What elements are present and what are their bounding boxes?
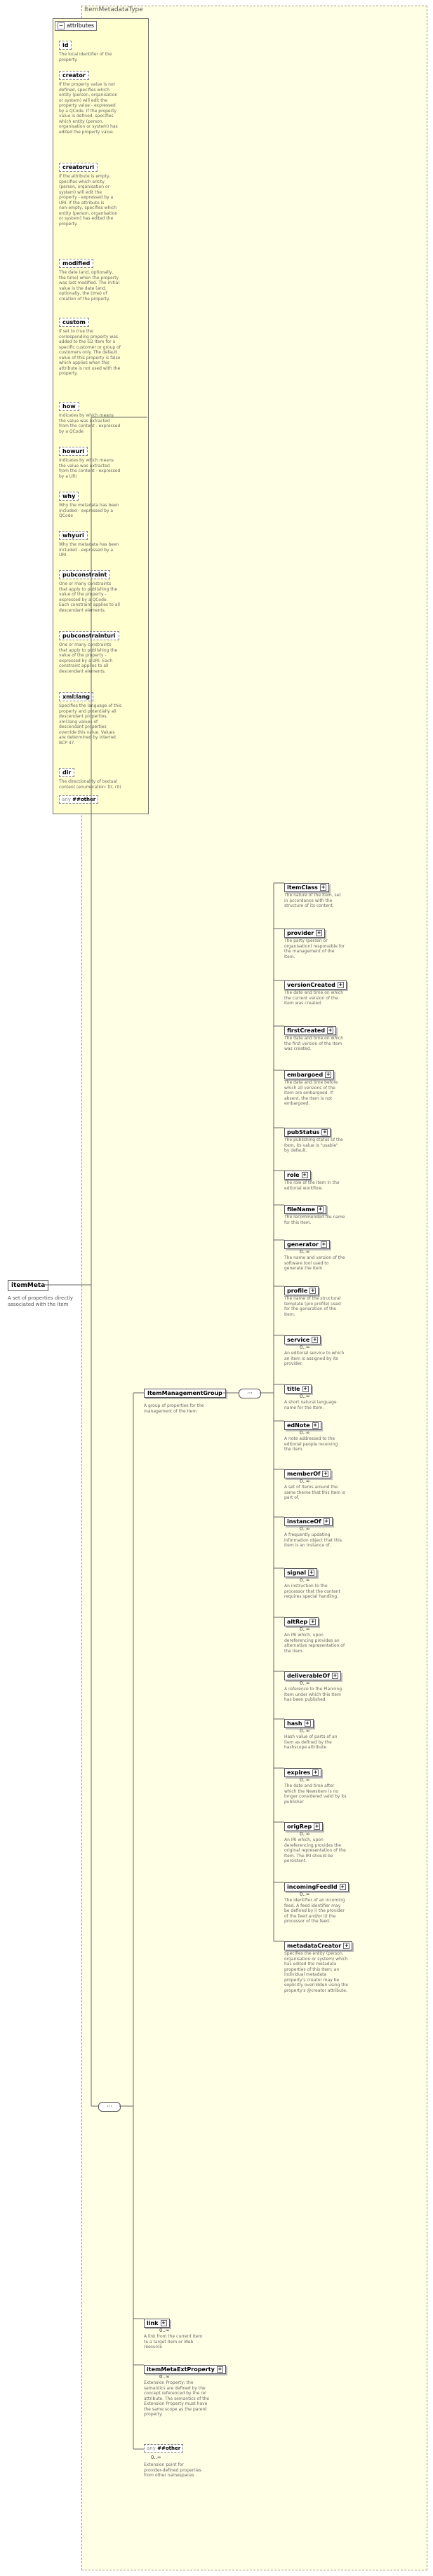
cardinality: 0..∞ — [159, 2328, 170, 2333]
element-name: origRep — [287, 1823, 312, 1830]
expand-icon[interactable]: + — [305, 1720, 309, 1726]
element-description: The name and version of the software tool used to generate the Item. — [284, 1255, 345, 1271]
element-name: provider — [287, 930, 314, 936]
any-label: ##other — [72, 797, 96, 802]
expand-icon[interactable]: + — [340, 1884, 345, 1889]
expand-icon[interactable]: + — [312, 1337, 317, 1342]
element-description: The identifier of an incoming feed. A feed identifier may be defined by i) the provider of the feed and/or ii) the processor of the feed. — [284, 1898, 345, 1924]
attribute-description: If set to true the corresponding property was added to the G2 Item for a specific customer or group of customers only. The default value of this property is false which applies when this attribute is not used with the property. — [59, 329, 121, 376]
cardinality: 0..∞ — [300, 1728, 310, 1734]
cardinality: 0..∞ — [159, 2374, 170, 2380]
attribute-description: The directionality of textual content (enumeration: ltr, rtl) — [59, 779, 121, 790]
element-name: hash — [287, 1720, 302, 1727]
expand-icon[interactable]: + — [318, 1206, 323, 1212]
element-description: A short natural language name for the Item. — [284, 1400, 337, 1410]
element-description: The role of the Item in the editorial workflow. — [284, 1180, 340, 1191]
cardinality: 0..∞ — [300, 1577, 310, 1583]
expand-icon[interactable]: + — [302, 1172, 307, 1178]
attribute-name: pubconstrainturi — [59, 631, 119, 640]
attribute-name: creator — [59, 71, 89, 80]
cardinality: 0..∞ — [300, 1626, 310, 1632]
element-description: A set of Items around the same theme that this Item is part of. — [284, 1485, 345, 1500]
element-name: role — [287, 1172, 300, 1178]
attribute-description: Why the metadata has been included - expressed by a URI — [59, 542, 119, 558]
group-name: ItemManagementGroup — [147, 1390, 222, 1396]
root-name: itemMeta — [11, 1282, 46, 1289]
element-name: instanceOf — [287, 1518, 321, 1525]
element-name: metadataCreator — [287, 1943, 342, 1949]
element-description: The date and time after which the NewsItem is no longer considered valid by its publisher — [284, 1783, 347, 1805]
element-description: Extension Property; the semantics are defined by the concept referenced by the rel attribute. The semantics of the Extension Property must have the same scope as the parent property. — [144, 2380, 210, 2417]
element-name: altRep — [287, 1619, 308, 1625]
attribute-name: modified — [59, 259, 93, 268]
element-description: Specifies the entity (person, organisation or system) which has edited the metadata properties of this Item; an individual metadata property's creator may be explicitly overridden using the property's @creator attribute. — [284, 1951, 349, 1993]
group-description: A group of properties for the management of the Item — [144, 1403, 204, 1414]
element-description: Hash value of parts of an item as defined by the hashscope attribute — [284, 1734, 338, 1750]
cardinality: 0..∞ — [300, 1249, 310, 1255]
expand-icon[interactable]: + — [344, 1943, 349, 1948]
cardinality: 0..∞ — [300, 1831, 310, 1837]
any-element-description: Extension point for provider-defined properties from other namespaces — [144, 2462, 201, 2478]
element-name: expires — [287, 1769, 311, 1776]
expand-icon[interactable]: + — [321, 884, 326, 890]
attribute-name: pubconstraint — [59, 570, 110, 579]
attribute-name: id — [59, 41, 72, 50]
cardinality: 0..∞ — [300, 1777, 310, 1783]
expand-icon[interactable]: + — [313, 1422, 318, 1428]
attribute-description: The local identifier of the property. — [59, 52, 112, 62]
element-name: pubStatus — [287, 1129, 320, 1135]
element-description: The party (person or organisation) responsible for the management of the Item. — [284, 938, 345, 959]
attribute-name: whyuri — [59, 531, 88, 540]
expand-icon[interactable]: + — [333, 1673, 338, 1678]
outer-sequence-compositor[interactable]: ··· — [98, 2102, 121, 2112]
expand-icon[interactable]: + — [324, 1518, 329, 1524]
expand-icon[interactable]: + — [309, 1570, 314, 1575]
expand-icon[interactable]: + — [338, 982, 343, 987]
element-name: memberOf — [287, 1471, 321, 1477]
attribute-name: xml:lang — [59, 692, 93, 701]
attribute-name: dir — [59, 768, 74, 777]
element-name: itemClass — [287, 884, 318, 891]
element-description: An instruction to the processor that the content requires special handling. — [284, 1584, 340, 1599]
attribute-description: Indicates by which means the value was extracted from the content - expressed by a QCode — [59, 413, 121, 434]
element-description: A frequently updating information object that this Item is an instance of. — [284, 1532, 342, 1548]
element-name: profile — [287, 1288, 308, 1294]
element-description: The recommended file name for this Item. — [284, 1215, 345, 1225]
expand-icon[interactable]: + — [161, 2320, 166, 2326]
element-name: service — [287, 1337, 310, 1343]
type-name: ItemMetadataType — [84, 6, 143, 13]
attribute-description: If the attribute is empty, specifies which entity (person, organisation or system) will edit the property - expressed by a URI. If the attribute is non-empty, specifies which entity (person, organisation or system) has edited the property. — [59, 174, 118, 227]
attribute-description: One or many constraints that apply to publishing the value of the property - expressed by a URI. Each constraint applies to all descendant elements. — [59, 642, 118, 674]
attribute-name: why — [59, 492, 79, 501]
element-name: fileName — [287, 1206, 315, 1213]
element-name: deliverableOf — [287, 1673, 330, 1679]
any-element-prefix: any — [147, 2446, 156, 2451]
expand-icon[interactable]: + — [218, 2366, 222, 2372]
element-description: The date and time on which the first version of the Item was created. — [284, 1036, 344, 1051]
element-description: The publishing status of the Item, its value is "usable" by default. — [284, 1138, 343, 1153]
expand-icon[interactable]: + — [321, 1241, 326, 1247]
expand-icon[interactable]: + — [322, 1129, 327, 1135]
attribute-description: Indicates by which means the value was extracted from the content - expressed by a URI — [59, 458, 121, 479]
attribute-name: how — [59, 402, 79, 411]
element-name: embargoed — [287, 1072, 324, 1078]
element-description: An IRI which, upon dereferencing provides the original representation of the Item. The IRI should be persistent. — [284, 1837, 346, 1863]
element-description: A link from the current Item to a target Item or Web resource — [144, 2334, 203, 2349]
expand-icon[interactable]: + — [310, 1619, 315, 1624]
collapse-icon[interactable]: − — [58, 22, 64, 29]
expand-icon[interactable]: + — [324, 1471, 328, 1476]
any-prefix: any — [62, 797, 71, 802]
cardinality: 0..∞ — [300, 1478, 310, 1484]
cardinality: 0..∞ — [300, 1430, 310, 1436]
cardinality: 0..∞ — [300, 1891, 310, 1897]
element-description: The name of the structural template (pro profile) used for the generation of the Item. — [284, 1296, 341, 1317]
expand-icon[interactable]: + — [317, 930, 321, 936]
element-description: The date and time on which the current version of the Item was created. — [284, 990, 344, 1006]
element-name: edNote — [287, 1422, 310, 1429]
element-description: An IRI which, upon dereferencing provides an alternative representation of the Item. — [284, 1633, 345, 1654]
expand-icon[interactable]: + — [328, 1027, 333, 1033]
element-description: The date and time before which all versions of the Item are embargoed. If absent, the Item is not embargoed. — [284, 1080, 338, 1106]
expand-icon[interactable]: + — [310, 1288, 315, 1293]
element-name: signal — [287, 1570, 307, 1576]
attribute-description: The date (and, optionally, the time) when the property was last modified. The initial value is the date (and, optionally, the time) of creation of the property. — [59, 270, 119, 302]
element-name: itemMetaExtProperty — [147, 2366, 215, 2373]
element-name: title — [287, 1386, 300, 1392]
element-name: incomingFeedId — [287, 1884, 338, 1890]
expand-icon[interactable]: + — [326, 1072, 331, 1077]
element-name: firstCreated — [287, 1027, 326, 1034]
element-name: generator — [287, 1241, 319, 1248]
cardinality: 0..∞ — [300, 1680, 310, 1686]
expand-icon[interactable]: + — [314, 1823, 319, 1829]
cardinality: 0..∞ — [300, 1394, 310, 1399]
attribute-name: creatoruri — [59, 163, 98, 172]
element-description: A reference to the Planning Item under which this Item has been published — [284, 1687, 342, 1702]
attribute-description: Why the metadata has been included - expressed by a QCode — [59, 503, 119, 518]
cardinality: 0..∞ — [300, 1344, 310, 1350]
attributes-label: attributes — [67, 22, 95, 29]
attribute-description: If the property value is not defined, specifies which entity (person, organisation or system) will edit the property value - expressed by a QCode. If the property value is defined, specifies which entity (person, organisation or system) has edited the property value. — [59, 82, 118, 135]
attribute-description: One or many constraints that apply to publishing the value of the property - expressed by a QCode. Each constraint applies to all descendant elements. — [59, 581, 120, 613]
element-description: A note addressed to the editorial people receiving the Item. — [284, 1436, 338, 1452]
any-element-card: 0..∞ — [151, 2455, 161, 2460]
group-sequence-compositor[interactable]: ··· — [239, 1389, 261, 1398]
any-element-label: ##other — [157, 2446, 181, 2451]
attribute-description: Specifies the language of this property and potentially all descendant properties. xml:lang values of descendant properties override this value. Values are determined by Internet BCP 47. — [59, 703, 122, 746]
expand-icon[interactable]: + — [303, 1386, 307, 1391]
element-description: An editorial service to which an item is assigned by its provider. — [284, 1351, 345, 1366]
expand-icon[interactable]: + — [313, 1769, 318, 1775]
cardinality: 0..∞ — [300, 1526, 310, 1532]
element-name: link — [147, 2320, 159, 2326]
root-description: A set of properties directly associated with the Item — [8, 1295, 73, 1307]
element-name: versionCreated — [287, 982, 335, 988]
attribute-name: howuri — [59, 447, 88, 456]
attribute-name: custom — [59, 318, 89, 327]
element-description: The nature of the Item, set in accordance with the structure of its content. — [284, 893, 341, 908]
